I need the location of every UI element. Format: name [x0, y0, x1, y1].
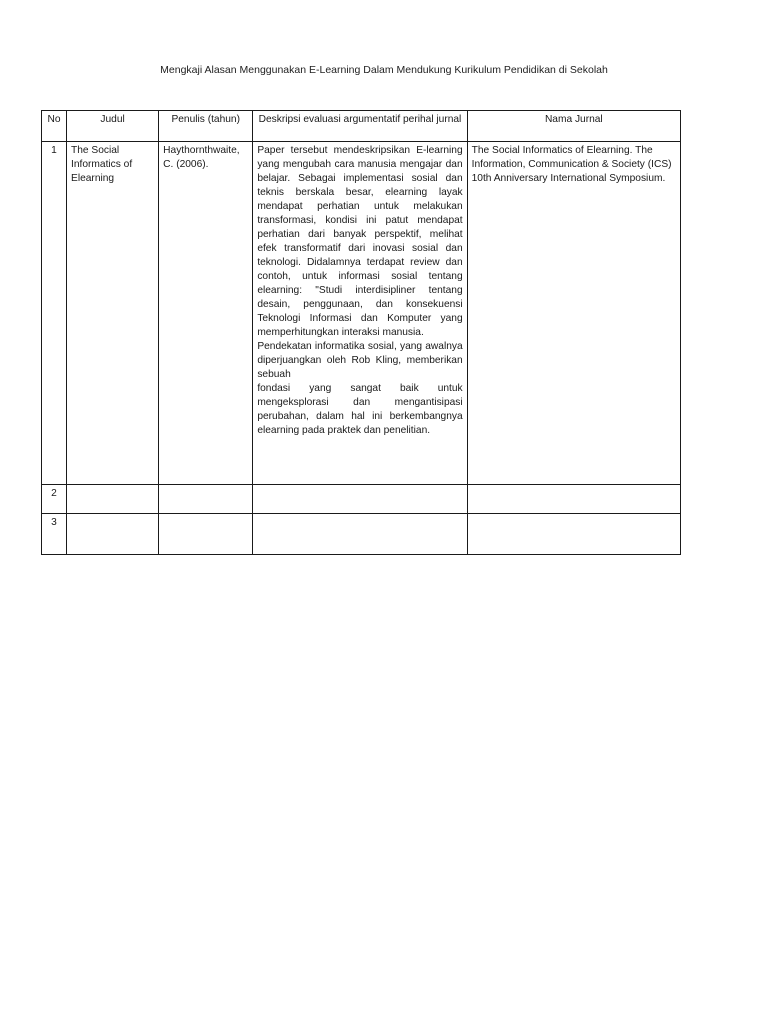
deskripsi-paragraph: Pendekatan informatika sosial, yang awalnya diperjuangkan oleh Rob Kling, memberikan sebuah [257, 341, 463, 380]
table-row [42, 485, 681, 514]
cell-penulis: Haythornthwaite, C. (2006). [159, 142, 253, 485]
journal-review-table [41, 110, 681, 555]
cell-nama-jurnal [467, 514, 680, 555]
header-deskripsi: Deskripsi evaluasi argumentatif perihal jurnal [253, 111, 467, 142]
cell-deskripsi [253, 514, 467, 555]
cell-judul [67, 514, 159, 555]
cell-no: 2 [42, 485, 67, 514]
cell-nama-jurnal: The Social Informatics of Elearning. The Information, Communication & Society (ICS) 10th Anniversary International Symposium. [467, 142, 680, 485]
cell-no: 1 [42, 142, 67, 485]
cell-deskripsi [253, 485, 467, 514]
document-title: Mengkaji Alasan Menggunakan E-Learning Dalam Mendukung Kurikulum Pendidikan di Sekolah [160, 64, 608, 76]
header-no: No [42, 111, 67, 142]
table-row [42, 514, 681, 555]
cell-nama-jurnal [467, 485, 680, 514]
header-nama-jurnal: Nama Jurnal [467, 111, 680, 142]
table-header-row [42, 111, 681, 142]
header-penulis: Penulis (tahun) [159, 111, 253, 142]
deskripsi-paragraph: Paper tersebut mendeskripsikan E-learning yang mengubah cara manusia mengajar dan belajar. Sebagai implementasi sosial dan teknis berskala besar, elearning layak mendapat perhatian untuk melakukan transformasi, kondisi ini patut mendapat perhatian dari banyak perspektif, melihat efek transformatif dari inovasi sosial dan teknologi. Didalamnya terdapat review dan contoh, untuk informasi sosial tentang elearning: "Studi interdisipliner tentang desain, penggunaan, dan konsekuensi Teknologi Informasi dan Komputer yang memperhitungkan interaksi manusia. [257, 145, 463, 338]
cell-penulis [159, 514, 253, 555]
table-row [42, 142, 681, 485]
deskripsi-paragraph: fondasi yang sangat baik untuk mengeksplorasi dan mengantisipasi perubahan, dalam hal ini berkembangnya elearning pada praktek dan penelitian. [257, 383, 463, 436]
cell-deskripsi [253, 142, 467, 485]
cell-penulis [159, 485, 253, 514]
header-judul: Judul [67, 111, 159, 142]
cell-no: 3 [42, 514, 67, 555]
cell-judul: The Social Informatics of Elearning [67, 142, 159, 485]
cell-judul [67, 485, 159, 514]
